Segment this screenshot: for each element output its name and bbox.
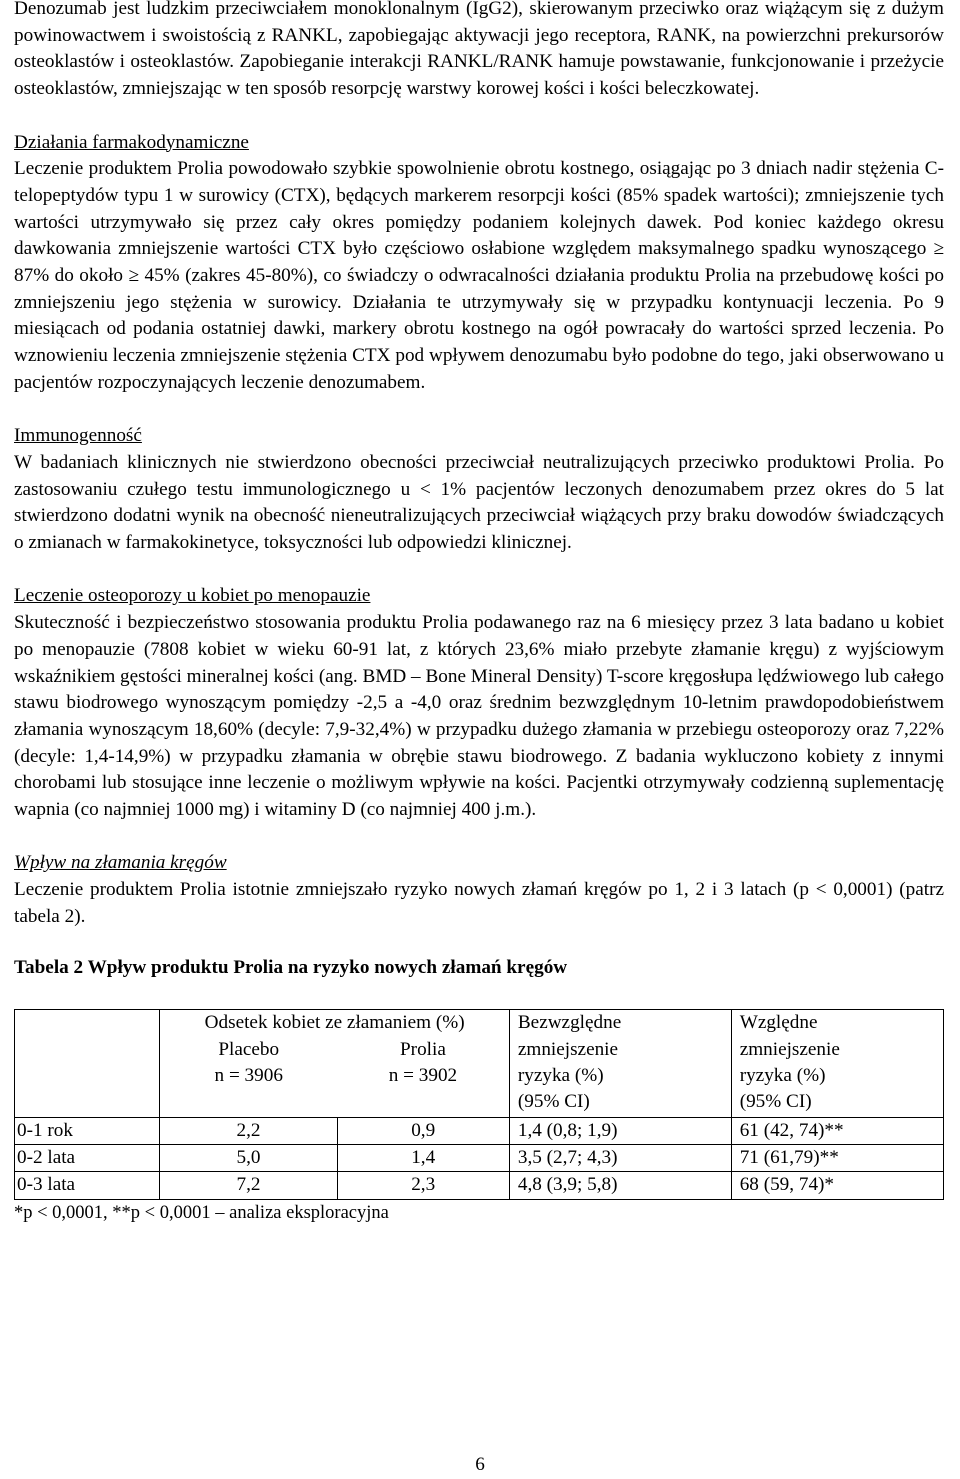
header-group-cell [160, 1010, 509, 1037]
fracture-table [14, 1009, 944, 1200]
table-title: Tabela 2 Wpływ produktu Prolia na ryzyko nowych złamań kręgów [14, 956, 568, 978]
header-relative-line: Względne [739, 1012, 818, 1034]
cell-relative: 68 (59, 74)* [731, 1172, 943, 1199]
header-relative-cell [731, 1010, 943, 1117]
table-row [15, 1145, 944, 1172]
header-placebo-line: n = 3906 [214, 1065, 283, 1087]
header-group-label: Odsetek kobiet ze złamaniem (%) [204, 1012, 465, 1034]
cell-prolia: 1,4 [337, 1145, 509, 1172]
vertebral-paragraph: Leczenie produktem Prolia istotnie zmniejszało ryzyko nowych złamań kręgów po 1, 2 i 3 latach (p < 0,0001) (patrz tabela 2). [14, 879, 944, 927]
header-blank-cell [15, 1010, 160, 1117]
cell-period: 0-2 lata [15, 1145, 160, 1172]
osteoporosis-heading: Leczenie osteoporozy u kobiet po menopauzie [14, 585, 371, 607]
cell-relative: 61 (42, 74)** [731, 1117, 943, 1144]
table-row [15, 1117, 944, 1144]
cell-placebo: 5,0 [160, 1145, 337, 1172]
header-placebo-cell [160, 1037, 337, 1118]
header-absolute-line: (95% CI) [517, 1091, 590, 1113]
cell-period: 0-1 rok [15, 1117, 160, 1144]
intro-paragraph: Denozumab jest ludzkim przeciwciałem monoklonalnym (IgG2), skierowanym przeciwko oraz wiążącym się z dużym powinowactwem i swoistością z RANKL, zapobiegając aktywacji jego receptora, RANK, na powierzchni prekursorów osteoklastów i osteoklastów. Zapobieganie interakcji RANKL/RANK hamuje powstawanie, funkcjonowanie i przeżycie osteoklastów, zmniejszając w ten sposób resorpcję warstwy korowej kości i kości beleczkowatej. [14, 0, 944, 100]
immunogenicity-heading: Immunogenność [14, 425, 142, 447]
document-page [14, 0, 944, 1227]
header-relative-line: (95% CI) [739, 1091, 812, 1113]
header-prolia-line: Prolia [400, 1038, 446, 1060]
header-relative-line: ryzyka (%) [739, 1065, 826, 1087]
vertebral-heading: Wpływ na złamania kręgów [14, 852, 227, 874]
cell-placebo: 2,2 [160, 1117, 337, 1144]
header-absolute-line: ryzyka (%) [517, 1065, 604, 1087]
cell-prolia: 0,9 [337, 1117, 509, 1144]
cell-placebo: 7,2 [160, 1172, 337, 1199]
cell-absolute: 3,5 (2,7; 4,3) [509, 1145, 731, 1172]
cell-absolute: 1,4 (0,8; 1,9) [509, 1117, 731, 1144]
header-relative-line: zmniejszenie [739, 1038, 840, 1060]
header-prolia-line: n = 3902 [388, 1065, 458, 1087]
page-number: 6 [475, 1454, 485, 1475]
header-absolute-line: zmniejszenie [517, 1038, 619, 1060]
cell-absolute: 4,8 (3,9; 5,8) [509, 1172, 731, 1199]
header-prolia-cell [337, 1037, 509, 1118]
table-header-row-1 [15, 1010, 944, 1037]
table-row [15, 1172, 944, 1199]
pharmacodynamics-heading: Działania farmakodynamiczne [14, 131, 249, 153]
table-footnote: *p < 0,0001, **p < 0,0001 – analiza eksploracyjna [14, 1202, 389, 1223]
cell-period: 0-3 lata [15, 1172, 160, 1199]
osteoporosis-paragraph: Skuteczność i bezpieczeństwo stosowania produktu Prolia podawanego raz na 6 miesięcy przez 3 lata badano u kobiet po menopauzie (7808 kobiet w wieku 60-91 lat, z których 23,6% miało przebyte złamanie kręgu) z wyjściowym wskaźnikiem gęstości mineralnej kości (ang. BMD – Bone Mineral Density) T-score kręgosłupa lędźwiowego lub całego stawu biodrowego wynoszącym pomiędzy -2,5 a -4,0 oraz średnim bezwzględnym 10-letnim prawdopodobieństwem złamania wynoszącym 18,60% (decyle: 7,9-32,4%) w przypadku dużego złamania w przebiegu osteoporozy oraz 7,22% (decyle: 1,4-14,9%) w przypadku złamania w obrębie stawu biodrowego. Z badania wykluczono kobiety z innymi chorobami lub stosujące inne leczenie o możliwym wpływie na kości. Pacjentki otrzymywały codzienną suplementację wapnia (co najmniej 1000 mg) i witaminy D (co najmniej 400 j.m.). [14, 612, 944, 821]
pharmacodynamics-paragraph: Leczenie produktem Prolia powodowało szybkie spowolnienie obrotu kostnego, osiągając po 3 dniach nadir stężenia C-telopeptydów typu 1 w surowicy (CTX), będących markerem resorpcji kości (85% spadek wartości); zmniejszenie tych wartości utrzymywało się przez cały okres pomiędzy podaniem kolejnych dawek. Pod koniec każdego okresu dawkowania zmniejszenie wartości CTX było częściowo osłabione względem maksymalnego spadku wynoszącego ≥ 87% do około ≥ 45% (zakres 45-80%), co świadczy o odwracalności działania produktu Prolia na przebudowę kości po zmniejszeniu jego stężenia w surowicy. Działania te utrzymywały się w przypadku kontynuacji leczenia. Po 9 miesiącach od podania ostatniej dawki, markery obrotu kostnego na ogół powracały do wartości sprzed leczenia. Po wznowieniu leczenia zmniejszenie stężenia CTX pod wpływem denozumabu było podobne do tego, jaki obserwowano u pacjentów rozpoczynających leczenie denozumabem. [14, 158, 944, 393]
header-absolute-line: Bezwzględne [517, 1012, 622, 1034]
header-absolute-cell [509, 1010, 731, 1117]
cell-relative: 71 (61,79)** [731, 1145, 943, 1172]
immunogenicity-paragraph: W badaniach klinicznych nie stwierdzono obecności przeciwciał neutralizujących przeciwko produktowi Prolia. Po zastosowaniu czułego testu immunologicznego u < 1% pacjentów leczonych denozumabem przez okres do 5 lat stwierdzono dodatni wynik na obecność nieneutralizujących przeciwciał wiążących przy braku dowodów świadczących o zmianach w farmakokinetyce, toksyczności lub odpowiedzi klinicznej. [14, 451, 944, 554]
cell-prolia: 2,3 [337, 1172, 509, 1199]
header-placebo-line: Placebo [218, 1038, 280, 1060]
